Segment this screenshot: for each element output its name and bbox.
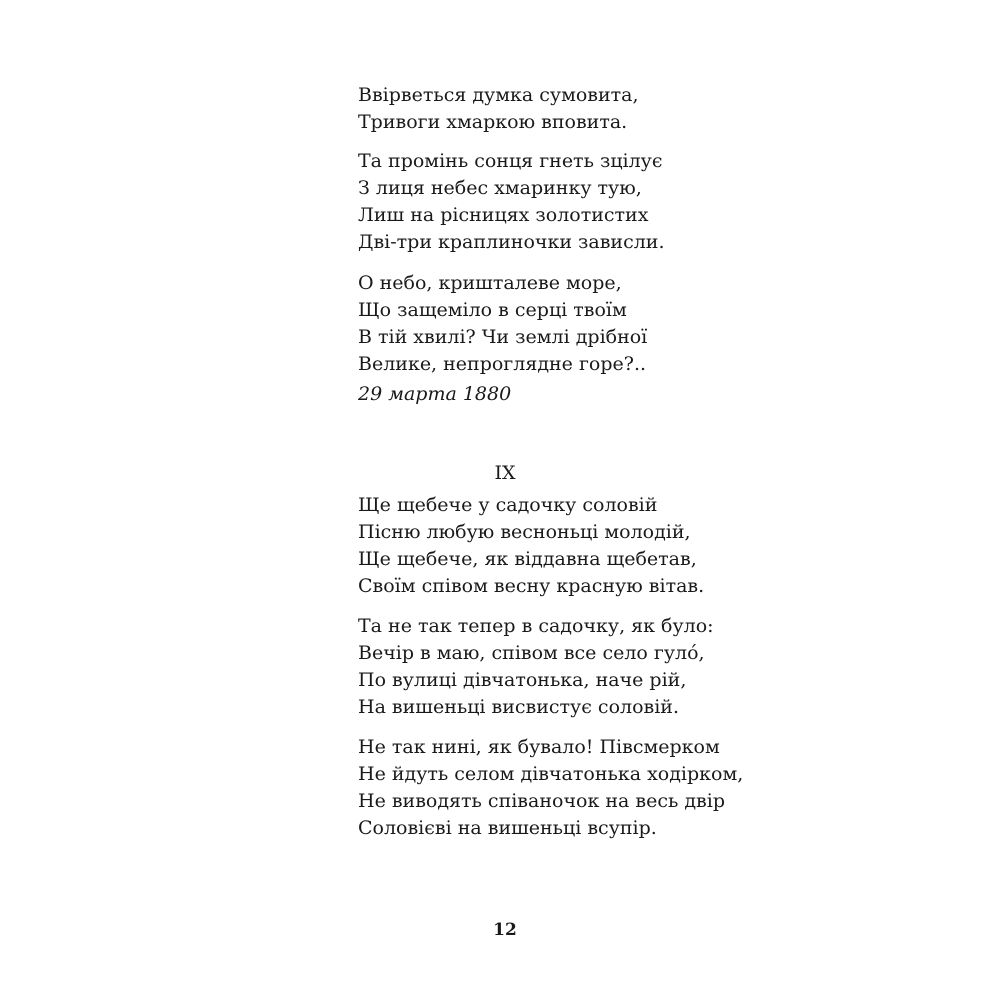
stanza bbox=[358, 270, 647, 378]
poem-line: З лиця небес хмаринку тую, bbox=[358, 177, 642, 199]
poem-line: Що защеміло в серці твоїм bbox=[358, 299, 627, 321]
poem-line: Соловієві на вишеньці всупір. bbox=[358, 817, 657, 839]
stanza bbox=[358, 734, 743, 842]
poem-line: Вечір в маю, співом все село гуло́, bbox=[358, 642, 705, 664]
poem-line: Тривоги хмаркою вповита. bbox=[358, 111, 628, 133]
poem-line: Ще щебече, як віддавна щебетав, bbox=[358, 548, 697, 570]
poem-line: На вишеньці висвистує соловій. bbox=[358, 696, 679, 718]
poem-line: Не так нині, як бувало! Півсмерком bbox=[358, 736, 720, 758]
poem-line: Своїм співом весну красную вітав. bbox=[358, 575, 705, 597]
poem-line: В тій хвилі? Чи землі дрібної bbox=[358, 326, 648, 348]
poem-line: О небо, кришталеве море, bbox=[358, 272, 622, 294]
stanza bbox=[358, 492, 704, 600]
poem-line: Пісню любую весноньці молодій, bbox=[358, 521, 691, 543]
poem-line: Та промінь сонця гнеть зцілує bbox=[358, 150, 663, 172]
poem-line: Велике, непроглядне горе?.. bbox=[358, 353, 647, 375]
page-number: 12 bbox=[493, 920, 517, 940]
poem-line: Ще щебече у садочку соловій bbox=[358, 494, 658, 516]
poem-line: Та не так тепер в садочку, як було: bbox=[358, 615, 714, 637]
poem-date: 29 марта 1880 bbox=[358, 383, 512, 405]
poem-line: Ввірветься думка сумовита, bbox=[358, 84, 639, 106]
poem-line: Лиш на рісницях золотистих bbox=[358, 204, 649, 226]
stanza bbox=[358, 82, 639, 136]
stanza bbox=[358, 148, 665, 256]
poem-line: По вулиці дівчатонька, наче рій, bbox=[358, 669, 687, 691]
poem-line: Не йдуть селом дівчатонька ходірком, bbox=[358, 763, 744, 785]
stanza bbox=[358, 613, 714, 721]
poem-heading: IX bbox=[494, 462, 516, 484]
poem-line: Не виводять співаночок на весь двір bbox=[358, 790, 725, 812]
poem-line: Дві-три краплиночки зависли. bbox=[358, 231, 665, 253]
